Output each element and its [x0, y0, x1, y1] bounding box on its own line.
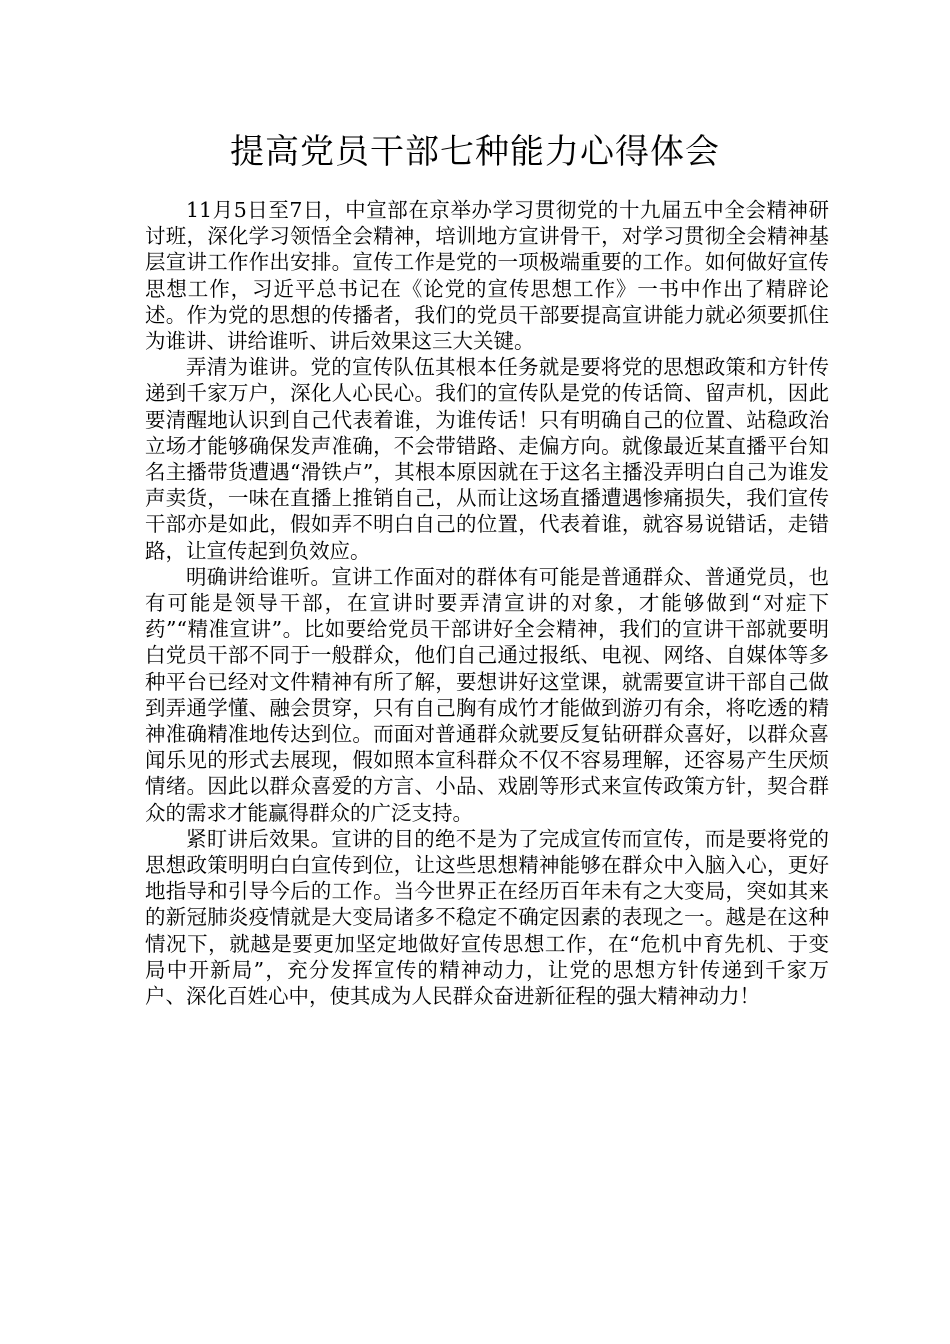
paragraph-effect: 紧盯讲后效果。宣讲的目的绝不是为了完成宣传而宣传，而是要将党的思想政策明明白白宣传到位，让这些思想精神能够在群众中入脑入心，更好地指导和引导今后的工作。当今世界正在经历百年未有之大变局，突如其来的新冠肺炎疫情就是大变局诸多不稳定不确定因素的表现之一。越是在这种情况下，就越是要更加坚定地做好宣传思想工作，在“危机中育先机、于变局中开新局”，充分发挥宣传的精神动力，让党的思想方针传递到千家万户、深化百姓心中，使其成为人民群众奋进新征程的强大精神动力！: [145, 826, 829, 1009]
document-body: [145, 197, 829, 1009]
paragraph-intro: 11月5日至7日，中宣部在京举办学习贯彻党的十九届五中全会精神研讨班，深化学习领悟全会精神，培训地方宣讲骨干，对学习贯彻全会精神基层宣讲工作作出安排。宣传工作是党的一项极端重要的工作。如何做好宣传思想工作，习近平总书记在《论党的宣传思想工作》一书中作出了精辟论述。作为党的思想的传播者，我们的党员干部要提高宣讲能力就必须要抓住为谁讲、讲给谁听、讲后效果这三大关键。: [145, 198, 829, 354]
paragraph-for-whom: 弄清为谁讲。党的宣传队伍其根本任务就是要将党的思想政策和方针传递到千家万户，深化人心民心。我们的宣传队是党的传话筒、留声机，因此要清醒地认识到自己代表着谁，为谁传话！只有明确自己的位置、站稳政治立场才能够确保发声准确，不会带错路、走偏方向。就像最近某直播平台知名主播带货遭遇“滑铁卢”，其根本原因就在于这名主播没弄明白自己为谁发声卖货，一味在直播上推销自己，从而让这场直播遭遇惨痛损失，我们宣传干部亦是如此，假如弄不明白自己的位置，代表着谁，就容易说错话，走错路，让宣传起到负效应。: [145, 355, 829, 563]
paragraph-audience: 明确讲给谁听。宣讲工作面对的群体有可能是普通群众、普通党员，也有可能是领导干部，在宣讲时要弄清宣讲的对象，才能够做到“对症下药”“精准宣讲”。比如要给党员干部讲好全会精神，我们的宣讲干部就要明白党员干部不同于一般群众，他们自己通过报纸、电视、网络、自媒体等多种平台已经对文件精神有所了解，要想讲好这堂课，就需要宣讲干部自己做到弄通学懂、融会贯穿，只有自己胸有成竹才能做到游刃有余，将吃透的精神准确精准地传达到位。而面对普通群众就要反复钻研群众喜好，以群众喜闻乐见的形式去展现，假如照本宣科群众不仅不容易理解，还容易产生厌烦情绪。因此以群众喜爱的方言、小品、戏剧等形式来宣传政策方针，契合群众的需求才能赢得群众的广泛支持。: [145, 564, 829, 825]
document-title: 提高党员干部七种能力心得体会: [230, 132, 720, 172]
